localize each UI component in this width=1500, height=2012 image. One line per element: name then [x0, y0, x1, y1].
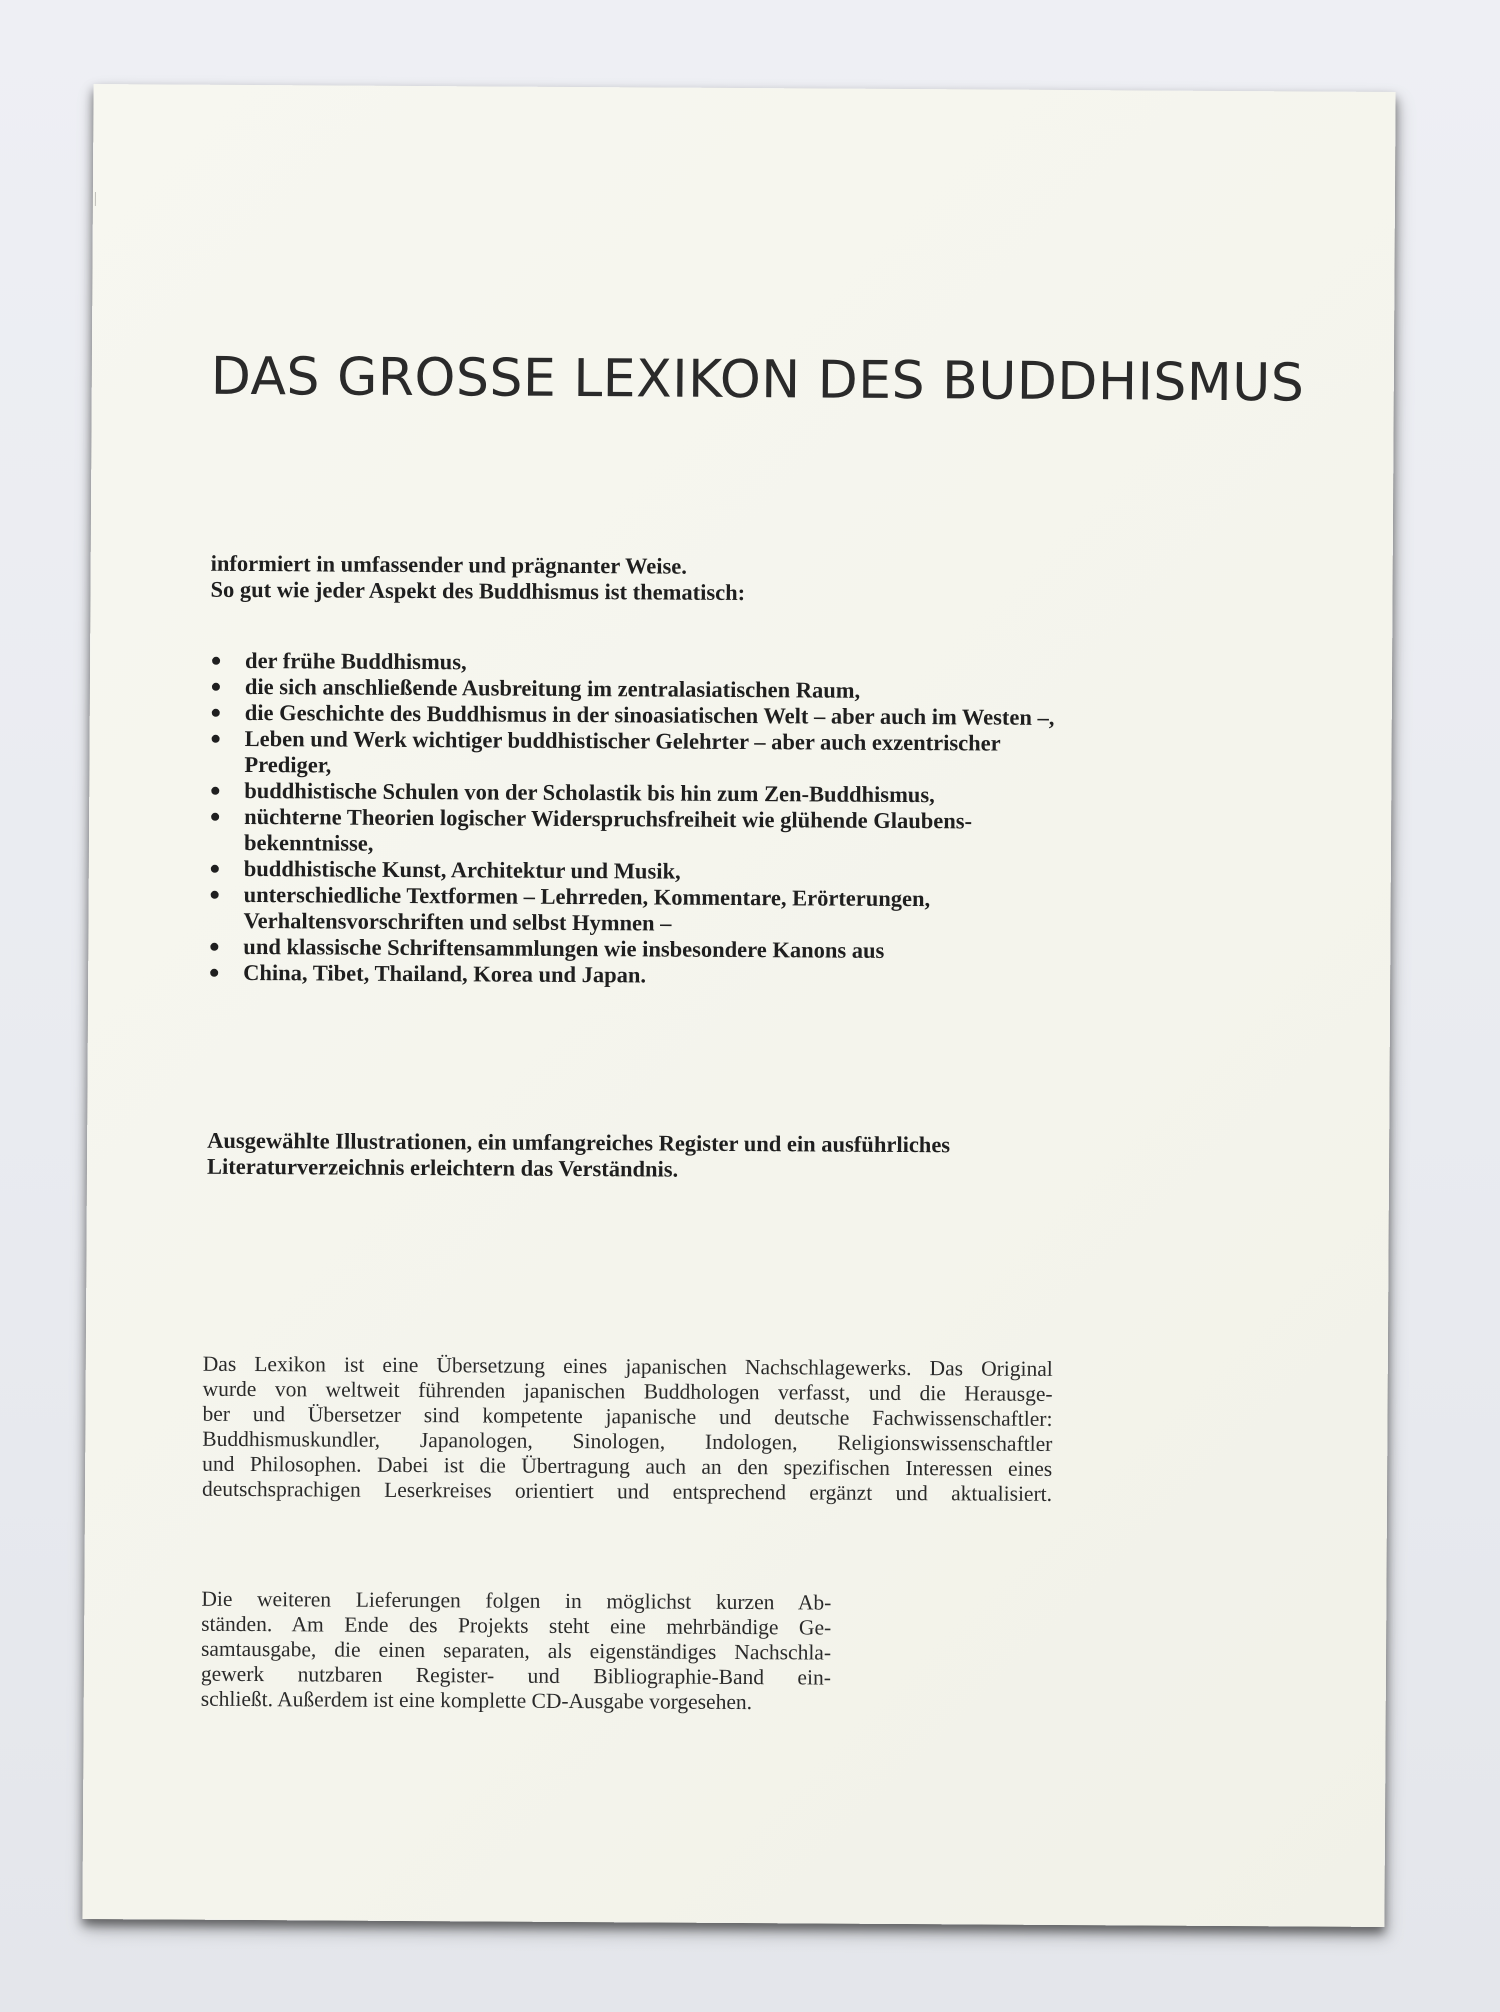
paragraph-line: gewerk nutzbaren Register- und Bibliographie-Band ein- — [200, 1661, 831, 1690]
intro-line: informiert in umfassender und prägnanter Weise. — [210, 550, 688, 579]
paragraph-line: ständen. Am Ende des Projekts steht eine mehrbändige Ge- — [201, 1611, 832, 1640]
list-item-text: China, Tibet, Thailand, Korea und Japan. — [243, 959, 647, 988]
delivery-paragraph — [201, 1587, 832, 1716]
edge-mark — [95, 192, 96, 206]
list-item-text: die Geschichte des Buddhismus in der sinoasiatischen Welt – aber auch im Westen –, — [244, 699, 1055, 730]
bullet-icon — [212, 683, 220, 691]
list-item — [209, 804, 1309, 863]
list-item — [208, 960, 1308, 993]
list-item-text: bekenntnisse, — [243, 829, 374, 856]
paragraph-line: Buddhismuskundler, Japanologen, Sinologen, Indologen, Religionswissenschaftler — [202, 1426, 1053, 1456]
intro-line: So gut wie jeder Aspekt des Buddhismus ist thematisch: — [210, 576, 746, 606]
printed-sheet — [82, 84, 1395, 1927]
summary-text — [207, 1128, 1287, 1187]
bullet-icon — [211, 891, 219, 899]
bullet-icon — [211, 813, 219, 821]
page-title: DAS GROSSE LEXIKON DES BUDDHISMUS — [210, 346, 1305, 414]
paragraph-line: ber und Übersetzer sind kompetente japanische und deutsche Fachwissenschaftler: — [202, 1401, 1053, 1431]
bullet-icon — [210, 943, 218, 951]
list-item — [209, 726, 1309, 785]
bullet-icon — [211, 865, 219, 873]
paragraph-line: samtausgabe, die einen separaten, als eigenständiges Nachschla- — [200, 1636, 832, 1665]
intro-text — [210, 551, 1290, 610]
paragraph-line: Das Lexikon ist eine Übersetzung eines japanischen Nachschlagewerks. Das Original — [202, 1351, 1053, 1381]
list-item-text: und klassische Schriftensammlungen wie insbesondere Kanons aus — [243, 933, 885, 963]
summary-line: Literaturverzeichnis erleichtern das Verständnis. — [206, 1153, 679, 1182]
list-item-text: der frühe Buddhismus, — [245, 647, 467, 675]
list-item-text: Leben und Werk wichtiger buddhistischer Gelehrter – aber auch exzentrischer — [244, 725, 1001, 756]
list-item-text: nüchterne Theorien logischer Widerspruchsfreiheit wie glühende Glaubens- — [244, 803, 973, 834]
paragraph-line: deutschsprachigen Leserkreises orientiert und entsprechend ergänzt und aktualisiert. — [201, 1476, 1053, 1506]
topic-list — [208, 648, 1310, 993]
bullet-icon — [212, 735, 220, 743]
summary-line: Ausgewählte Illustrationen, ein umfangreiches Register und ein ausführliches — [207, 1127, 951, 1158]
paragraph-line: und Philosophen. Dabei ist die Übertragung auch an den spezifischen Interessen eines — [202, 1451, 1053, 1481]
bullet-icon — [210, 969, 218, 977]
list-item-text: buddhistische Schulen von der Scholastik bis hin zum Zen-Buddhismus, — [244, 777, 935, 808]
translation-paragraph — [202, 1352, 1053, 1507]
paragraph-line: wurde von weltweit führenden japanischen Buddhologen verfasst, und die Herausge- — [202, 1376, 1053, 1406]
list-item-text: unterschiedliche Textformen – Lehrreden, Kommentare, Erörterungen, — [243, 881, 931, 912]
list-item-text: buddhistische Kunst, Architektur und Musik, — [243, 855, 681, 884]
paragraph-line: schließt. Außerdem ist eine komplette CD-Ausgabe vorgesehen. — [200, 1686, 753, 1715]
list-item-text: Prediger, — [244, 751, 332, 778]
bullet-icon — [212, 657, 220, 665]
list-item — [208, 882, 1308, 941]
list-item-text: die sich anschließende Ausbreitung im zentralasiatischen Raum, — [244, 673, 861, 703]
list-item-text: Verhaltensvorschriften und selbst Hymnen – — [243, 907, 672, 936]
bullet-icon — [211, 787, 219, 795]
paragraph-line: Die weiteren Lieferungen folgen in möglichst kurzen Ab- — [201, 1586, 832, 1615]
bullet-icon — [212, 709, 220, 717]
